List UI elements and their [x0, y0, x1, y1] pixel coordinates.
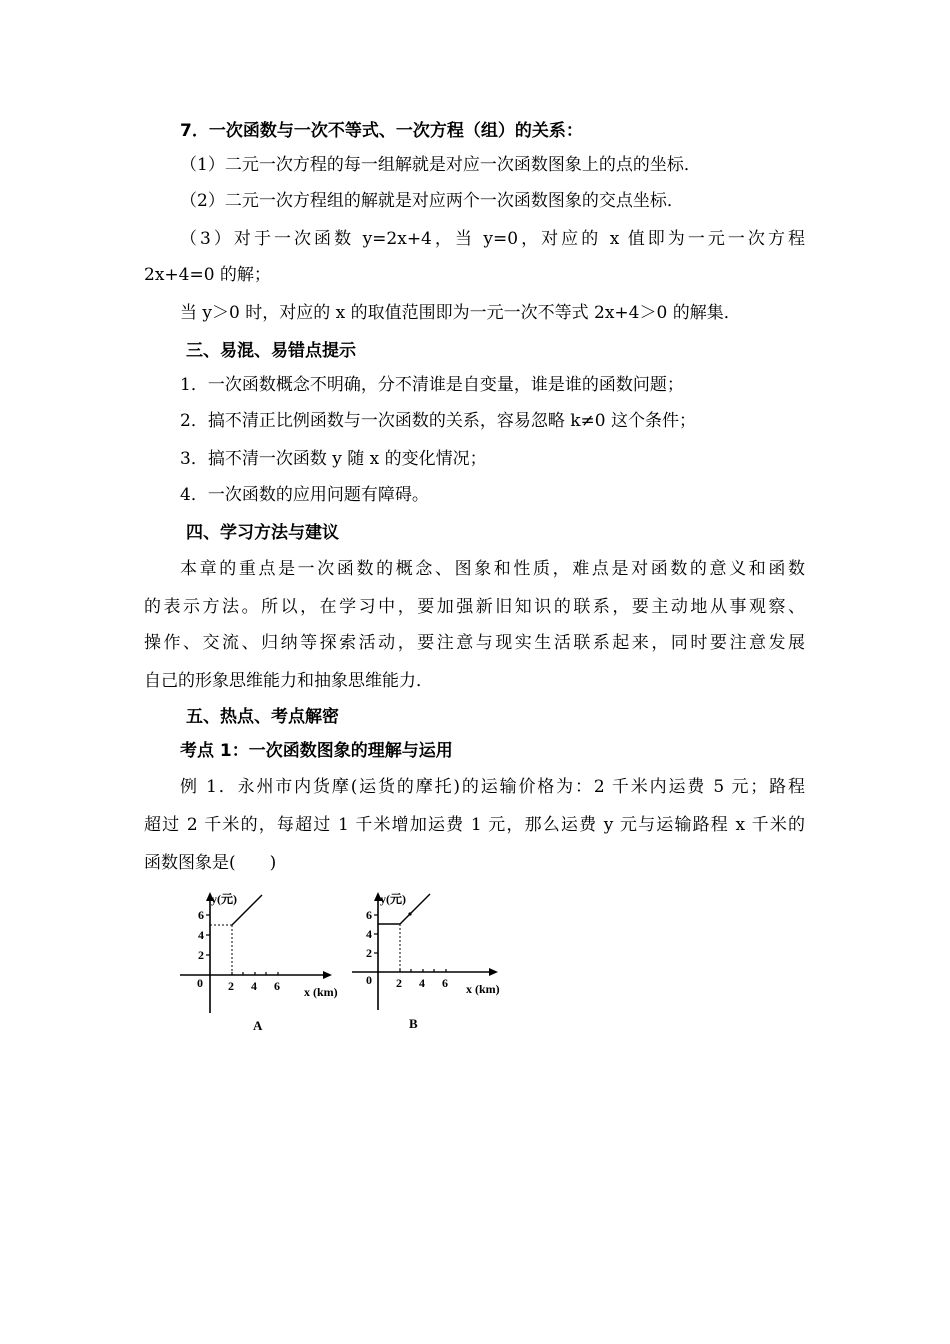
- y-axis-label: y(元): [211, 892, 237, 906]
- y-tick-label: 2: [366, 946, 372, 960]
- section-5-heading: 五、热点、考点解密: [186, 707, 339, 727]
- section-7-item-1: （1）二元一次方程的每一组解就是对应一次函数图象上的点的坐标．: [180, 155, 701, 175]
- section-4-heading: 四、学习方法与建议: [186, 523, 339, 543]
- example-1-line: 例 1．永州市内货摩(运货的摩托)的运输价格为：2 千米内运费 5 元；路程: [180, 777, 805, 797]
- kaodian-1-heading: 考点 1：一次函数图象的理解与运用: [180, 741, 453, 761]
- section-3-heading: 三、易混、易错点提示: [186, 341, 356, 361]
- x-tick-label: 6: [274, 979, 280, 993]
- section-7-heading: 7．一次函数与一次不等式、一次方程（组）的关系：: [180, 121, 583, 141]
- x-tick-label: 4: [251, 979, 257, 993]
- section-4-paragraph-line: 自己的形象思维能力和抽象思维能力．: [144, 671, 433, 691]
- list-item: 2．搞不清正比例函数与一次函数的关系，容易忽略 k≠0 这个条件；: [180, 411, 696, 431]
- x-tick-label: 2: [396, 976, 402, 990]
- list-item: 4．一次函数的应用问题有障碍。: [180, 485, 429, 505]
- section-7-item-4: 当 y＞0 时，对应的 x 的取值范围即为一元一次不等式 2x+4＞0 的解集．: [180, 303, 741, 323]
- y-tick-label: 4: [366, 927, 372, 941]
- y-tick-label: 6: [198, 908, 204, 922]
- x-axis-label: x (km): [466, 982, 500, 996]
- x-tick-label: 4: [419, 976, 425, 990]
- graph-a-caption: A: [253, 1018, 263, 1033]
- list-item: 3．搞不清一次函数 y 随 x 的变化情况；: [180, 449, 487, 469]
- section-7-item-3-line-1: （3）对于一次函数 y=2x+4，当 y=0，对应的 x 值即为一元一次方程: [180, 229, 805, 249]
- graph-a: [180, 888, 350, 1038]
- origin-label: 0: [197, 976, 203, 990]
- x-tick-label: 6: [442, 976, 448, 990]
- example-1-line: 函数图象是( ): [144, 853, 277, 873]
- y-tick-label: 4: [198, 928, 204, 942]
- origin-label: 0: [366, 973, 372, 987]
- graph-b: [348, 888, 518, 1038]
- section-4-paragraph-line: 的表示方法。所以，在学习中，要加强新旧知识的联系，要主动地从事观察、: [144, 597, 805, 617]
- section-7-item-3-line-2: 2x+4=0 的解；: [144, 265, 271, 285]
- example-1-line: 超过 2 千米的，每超过 1 千米增加运费 1 元，那么运费 y 元与运输路程 x 千米的: [144, 815, 805, 835]
- graph-b-caption: B: [409, 1016, 418, 1031]
- section-7-item-2: （2）二元一次方程组的解就是对应两个一次函数图象的交点坐标．: [180, 191, 684, 211]
- y-tick-label: 2: [198, 948, 204, 962]
- x-axis-arrow-icon: [323, 971, 332, 979]
- y-tick-label: 6: [366, 908, 372, 922]
- section-4-paragraph-line: 操作、交流、归纳等探索活动，要注意与现实生活联系起来，同时要注意发展: [144, 633, 805, 653]
- x-tick-label: 2: [228, 979, 234, 993]
- x-axis-label: x (km): [304, 985, 338, 999]
- list-item: 1．一次函数概念不明确，分不清谁是自变量，谁是谁的函数问题；: [180, 375, 684, 395]
- x-axis-arrow-icon: [489, 968, 498, 976]
- section-4-paragraph-line: 本章的重点是一次函数的概念、图象和性质，难点是对函数的意义和函数: [180, 559, 805, 579]
- y-axis-label: y(元): [380, 892, 406, 906]
